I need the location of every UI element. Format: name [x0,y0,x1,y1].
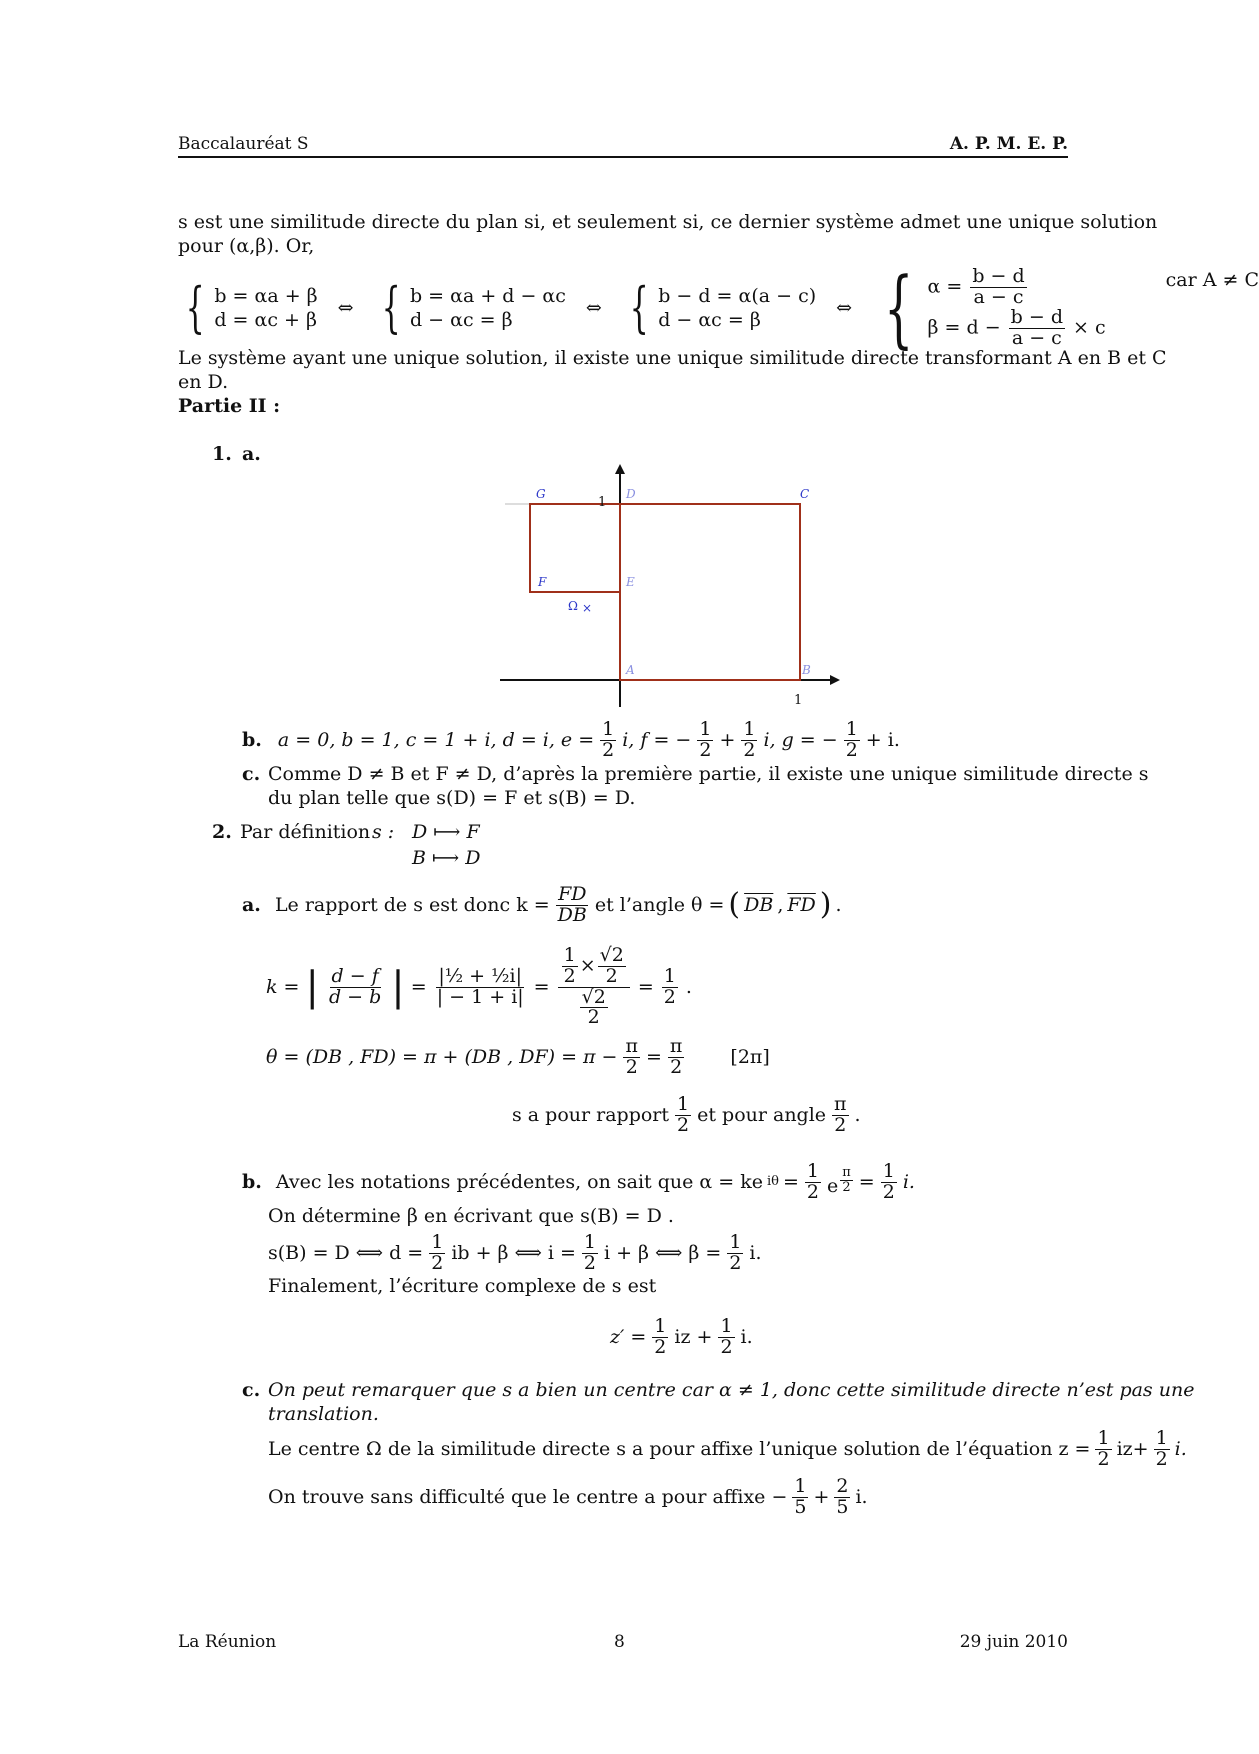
q2-map-1: D ⟼ F [412,821,480,843]
q2-definition: Par définition [240,821,371,843]
equiv-3: ⇔ [836,297,853,319]
intro-line-2: pour (α,β). Or, [178,235,315,257]
point-D: D [626,487,636,501]
point-B: B [802,663,811,677]
equiv-2: ⇔ [585,297,602,319]
system-2: { b = αa + d − αc d − αc = β [381,276,566,339]
k-computation: k = | $\frac{d - f}{d - b}$ | = $\frac{\text{|½ + ½i|}}{| - 1 + i|}$ = $\frac{1}{2}$ × $\frac{√2}{2}$ $\frac{√2}{2}$ = $\frac{1}{2}$ . [266,943,692,1029]
system-3: { b − d = α(a − c) d − αc = β [629,276,817,339]
equiv-1: ⇔ [337,297,354,319]
omega-cross-icon: × [582,601,593,615]
figure [500,462,840,712]
system-row [178,259,1259,357]
intro-line-1: s est une similitude directe du plan si, et seulement si, ce dernier système admet une unique solution [178,211,1158,233]
system-4: { α = $\frac{b - d}{a - c}$ β = d − $\frac{b - d}{a - c}$ × c [884,259,1106,357]
q1-number: 1. [212,443,232,465]
q2c-label: c. [242,1379,261,1401]
footer-left: La Réunion [178,1632,277,1652]
x-tick-1: 1 [794,693,803,708]
conclusion-line-2: en D. [178,371,229,393]
complex-formula: z′ = $\frac{1}{2}$ iz + $\frac{1}{2}$ i. [610,1314,753,1358]
q2-number: 2. [212,821,232,843]
q1c-line-2: du plan telle que s(D) = F et s(B) = D. [268,787,636,809]
point-C: C [800,487,810,501]
q1c-label: c. [242,763,261,785]
header-left: Baccalauréat S [178,134,309,154]
summary-line: s a pour rapport $\frac{1}{2}$ et pour angle $\frac{\pi}{2}$ . [512,1092,861,1136]
q2b-line-4: Finalement, l’écriture complexe de s est [268,1275,657,1297]
footer-page: 8 [614,1632,625,1652]
partie-title: Partie II : [178,395,281,417]
theta-computation: θ = (DB , FD) = π + (DB , DF) = π − $\frac{\pi}{2}$ = $\frac{\pi}{2}$ [2π] [266,1034,770,1078]
system-1: { b = αa + β d = αc + β [185,276,318,339]
x-axis-arrow [830,675,840,685]
q1c-line-1: Comme D ≠ B et F ≠ D, d’après la première partie, il existe une unique similitude directe s [268,763,1149,785]
q2-s: s : [372,821,395,843]
y-tick-1: 1 [598,495,607,510]
y-axis-arrow [615,464,625,474]
footer-right: 29 juin 2010 [959,1632,1068,1652]
q2c-italic-1: On peut remarquer que s a bien un centre car α ≠ 1, donc cette similitude directe n’est pas une [268,1379,1195,1401]
q2b-line-3: s(B) = D ⟺ d = $\frac{1}{2}$ ib + β ⟺ i = $\frac{1}{2}$ i + β ⟺ β = $\frac{1}{2}$ i. [268,1230,762,1274]
square-abcd [620,504,800,680]
point-A: A [626,663,635,677]
point-E: E [626,575,635,589]
header-rule [178,156,1068,158]
q2b-line-1: b. Avec les notations précédentes, on sait que α = ke iθ = $\frac{1}{2}$ e $^{\frac{\pi}{2}}$ = $\frac{1}{2}$ i. [242,1159,915,1203]
q1b: b. a = 0, b = 1, c = 1 + i, d = i, e = $\frac{1}{2}$ i, f = − $\frac{1}{2}$ + $\frac{1}{2}$ i, g = − $\frac{1}{2}$ + i. [242,717,900,761]
point-omega: Ω [568,599,578,613]
q2-map-2: B ⟼ D [412,847,481,869]
header-right: A. P. M. E. P. [949,134,1068,154]
conclusion-line-1: Le système ayant une unique solution, il existe une unique similitude directe transformant A en B et C [178,347,1167,369]
q2b-line-2: On détermine β en écrivant que s(B) = D . [268,1205,674,1227]
q2a-line: a. Le rapport de s est donc k = $\frac{FD}{DB}$ et l’angle θ = ( $\overline{DB}$ , $\overline{FD}$ ) . [242,882,842,926]
point-F: F [538,575,547,589]
q2c-italic-2: translation. [268,1403,379,1425]
point-G: G [536,487,546,501]
car-condition: car A ≠ C [1165,269,1259,291]
q1a-label: a. [242,443,261,465]
q2c-line-3: Le centre Ω de la similitude directe s a pour affixe l’unique solution de l’équation z = $\frac{1}{2}$ iz+ $\frac{1}{2}$ i. [268,1426,1187,1470]
q2c-line-4: On trouve sans difficulté que le centre a pour affixe − $\frac{1}{5}$ + $\frac{2}{5}$ i. [268,1474,868,1518]
